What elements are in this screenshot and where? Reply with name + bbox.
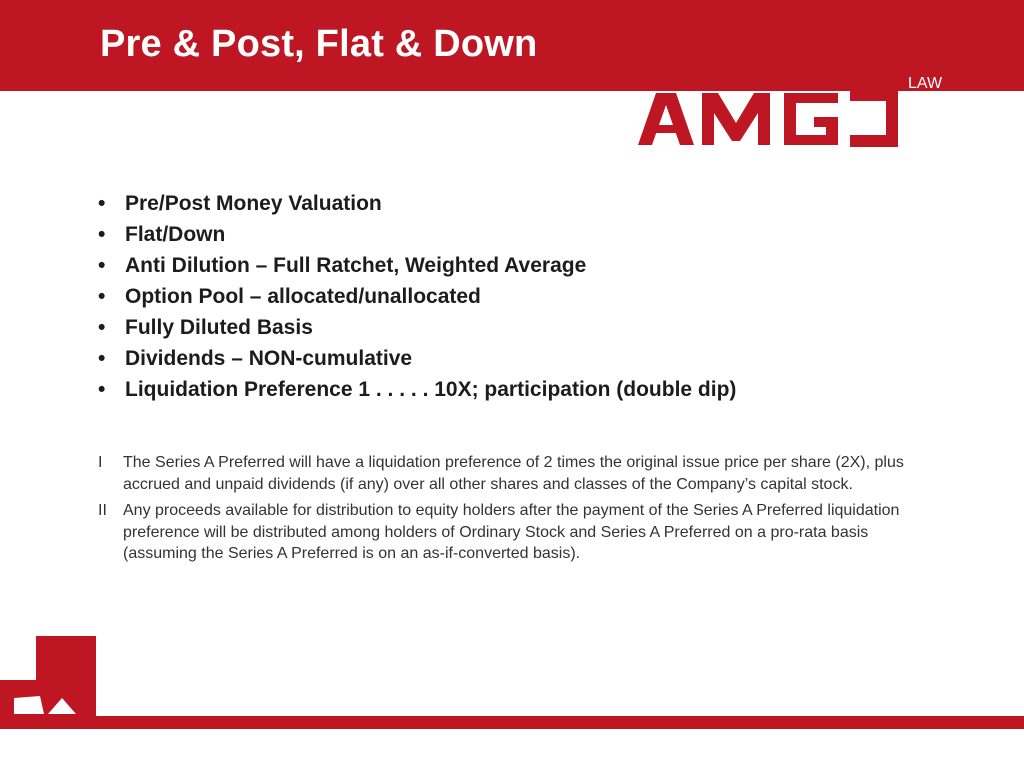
footnote-item (98, 452, 908, 495)
bullet-item: • Dividends – NON-cumulative (98, 343, 736, 374)
footnote-marker: II (98, 502, 107, 519)
title-bar (0, 0, 1024, 91)
bullet-item: • Fully Diluted Basis (98, 312, 736, 343)
bullet-item: • Pre/Post Money Valuation (98, 188, 736, 219)
footer-bar (0, 716, 1024, 729)
bullet-list (98, 188, 736, 405)
amg-logo (638, 89, 906, 147)
footnote-text: The Series A Preferred will have a liquidation preference of 2 times the original issue price per share (2X), plus accrued and unpaid dividends (if any) over all other shares and classes of the Company’s capital stock. (123, 454, 904, 493)
footnote-list (98, 452, 908, 570)
bullet-item: • Anti Dilution – Full Ratchet, Weighted Average (98, 250, 736, 281)
bullet-item: • Option Pool – allocated/unallocated (98, 281, 736, 312)
footnote-item (98, 500, 908, 565)
logo-law-label: LAW (908, 75, 943, 92)
bullet-item: • Liquidation Preference 1 . . . . . 10X; participation (double dip) (98, 374, 736, 405)
footnote-marker: I (98, 454, 103, 471)
corner-logo-mark (0, 636, 100, 716)
bullet-item: • Flat/Down (98, 219, 736, 250)
footnote-text: Any proceeds available for distribution to equity holders after the payment of the Series A Preferred liquidation preference will be distributed among holders of Ordinary Stock and Series A Preferred on a pro-rata basis (assuming the Series A Preferred is on an as-if-converted basis). (123, 502, 900, 562)
slide-title: Pre & Post, Flat & Down (100, 23, 538, 65)
